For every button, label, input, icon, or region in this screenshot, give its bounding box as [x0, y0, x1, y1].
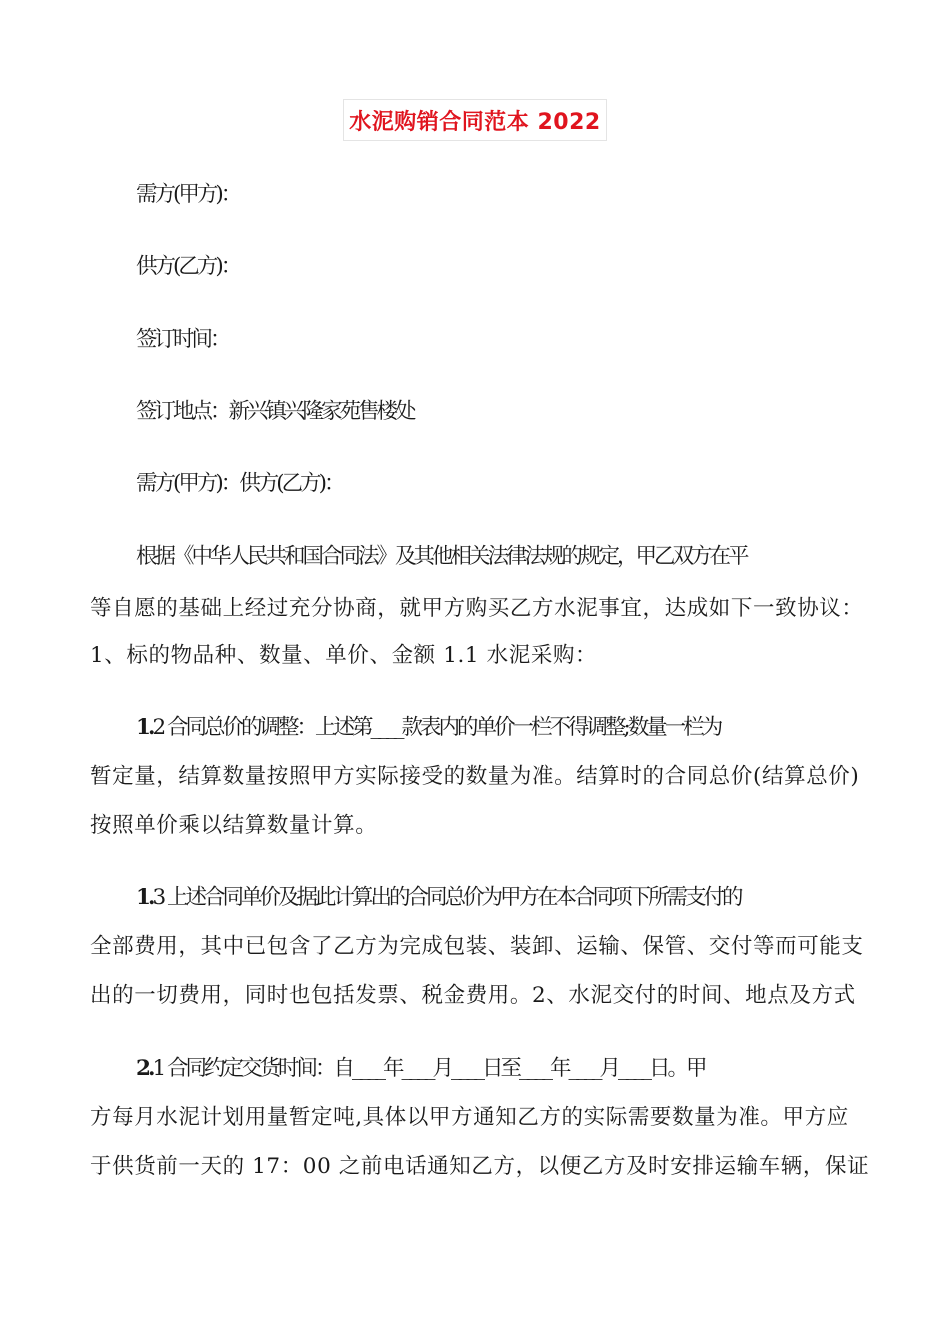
- clause-number: 1.: [136, 885, 153, 910]
- paragraph-3-line-3: 出的一切费用，同时也包括发票、税金费用。2、水泥交付的时间、地点及方式: [90, 983, 856, 1008]
- clause-number: 2.: [136, 1056, 153, 1081]
- clause-text: 2 合同总价的调整：上述第____款表内的单价一栏不得调整;数量一栏为: [152, 715, 721, 740]
- seller-field: 供方(乙方)：: [136, 254, 240, 279]
- paragraph-3-line-2: 全部费用，其中已包含了乙方为完成包装、装卸、运输、保管、交付等而可能支: [90, 934, 864, 959]
- clause-number: 1.: [136, 715, 153, 740]
- paragraph-1-line-3: 1、标的物品种、数量、单价、金额 1.1 水泥采购：: [90, 643, 598, 668]
- clause-text: 3 上述合同单价及据此计算出的合同总价为甲方在本合同项下所需支付的: [152, 885, 741, 910]
- title-box: [343, 99, 607, 141]
- paragraph-4-line-1: [136, 1057, 926, 1081]
- parties-field: 需方(甲方)：供方(乙方)：: [136, 471, 343, 496]
- paragraph-2-line-3: 按照单价乘以结算数量计算。: [90, 813, 378, 838]
- paragraph-4-line-2: 方每月水泥计划用量暂定吨,具体以甲方通知乙方的实际需要数量为准。甲方应: [90, 1105, 849, 1130]
- paragraph-4-line-3: 于供货前一天的 17：00 之前电话通知乙方，以便乙方及时安排运输车辆，保证: [90, 1154, 870, 1179]
- buyer-field: 需方(甲方)：: [136, 182, 240, 207]
- paragraph-1-line-1: 根据《中华人民共和国合同法》及其他相关法律法规的规定，甲乙双方在平: [136, 544, 747, 569]
- paragraph-3-line-1: [136, 886, 926, 910]
- paragraph-2-line-1: [136, 716, 926, 740]
- sign-place-field: 签订地点：新兴镇兴隆家苑售楼处: [136, 399, 414, 424]
- document-title: 水泥购销合同范本 2022: [349, 109, 601, 135]
- clause-text: 1 合同约定交货时间：自____年____月____日至____年____月____日。甲: [152, 1056, 705, 1081]
- sign-time-field: 签订时间：: [136, 327, 229, 352]
- paragraph-2-line-2: 暂定量，结算数量按照甲方实际接受的数量为准。结算时的合同总价(结算总价): [90, 764, 860, 789]
- paragraph-1-line-2: 等自愿的基础上经过充分协商，就甲方购买乙方水泥事宜，达成如下一致协议：: [90, 596, 864, 621]
